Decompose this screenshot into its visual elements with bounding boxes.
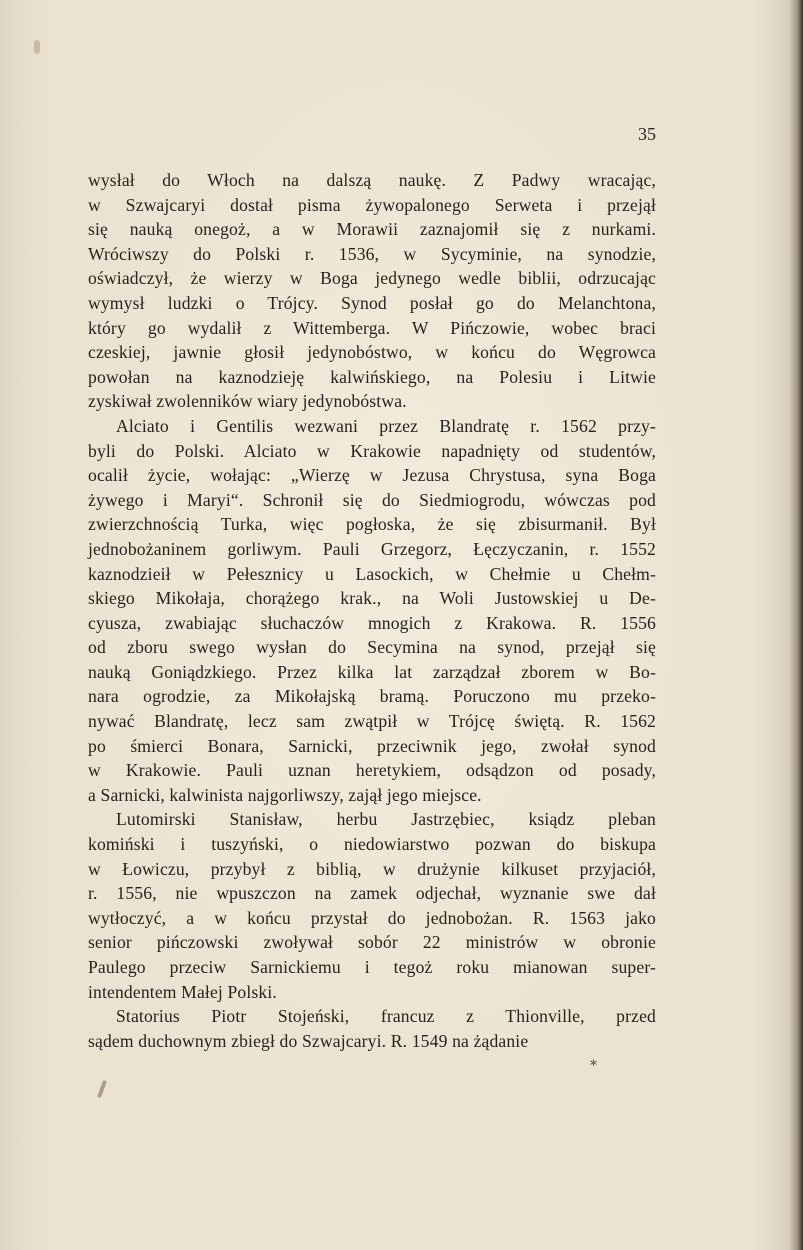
text-line: zyskiwał zwolenników wiary jedynobóstwa. [88,391,407,412]
page-edge-shadow [789,0,803,1250]
text-line: wymysł ludzki o Trójcy. Synod posłał go do Melanchtona, [88,292,656,313]
text-line: powołan na kaznodzieję kalwińskiego, na Polesiu i Litwie [88,366,656,387]
text-line: Paulego przeciw Sarnickiemu i tegoż roku mianowan super- [88,957,656,977]
paragraph [88,807,656,1004]
text-line: w Łowiczu, przybył z biblią, w drużynie kilkuset przyjaciół, [88,858,656,879]
text-line: zwierzchnością Turka, więc pogłoska, że się zbisurmanił. Był [88,514,656,535]
text-line: nara ogrodzie, za Mikołajską bramą. Poruczono mu przeko- [88,686,656,707]
paragraph [88,1004,656,1053]
text-line: a Sarnicki, kalwinista najgorliwszy, zajął jego miejsce. [88,784,482,805]
text-line: wytłoczyć, a w końcu przystał do jednobożan. R. 1563 jako [88,907,656,928]
text-line: r. 1556, nie wpuszczon na zamek odjechał, wyznanie swe dał [88,883,656,904]
text-line: intendentem Małej Polski. [88,981,277,1002]
text-line: żywego i Maryi“. Schronił się do Siedmiogrodu, wówczas pod [88,489,656,510]
footnote-mark: * [590,1058,597,1074]
paragraph [88,168,656,414]
text-line: skiego Mikołaja, chorążego krak., na Woli Justowskiej u De- [88,588,656,609]
text-line: ocalił życie, wołając: „Wierzę w Jezusa Chrystusa, syna Boga [88,465,656,486]
text-line: cyusza, zwabiając słuchaczów mnogich z Krakowa. R. 1556 [88,612,656,633]
text-line: oświadczył, że wierzy w Boga jedynego wedle biblii, odrzucając [88,268,656,289]
page-number: 35 [638,124,656,144]
text-line: w Krakowie. Pauli uznan heretykiem, odsądzon od posady, [88,760,656,781]
text-line: czeskiej, jawnie głosił jedynobóstwo, w końcu do Węgrowca [88,342,656,363]
page-smudge [34,40,40,54]
text-line: Lutomirski Stanisław, herbu Jastrzębiec, ksiądz pleban [116,809,656,830]
ink-mark [97,1080,107,1098]
text-line: Alciato i Gentilis wezwani przez Blandratę r. 1562 przy- [116,415,656,436]
text-line: się nauką onegoż, a w Morawii zaznajomił się z nurkami. [88,219,656,240]
text-line: po śmierci Bonara, Sarnicki, przeciwnik jego, zwołał synod [88,735,656,756]
text-line: nywać Blandratę, lecz sam zwątpił w Trójcę świętą. R. 1562 [88,711,656,732]
body-text [88,168,656,1053]
text-line: komiński i tuszyński, o niedowiarstwo pozwan do biskupa [88,834,656,855]
paragraph [88,414,656,808]
text-line: sądem duchownym zbiegł do Szwajcaryi. R. 1549 na żądanie [88,1030,529,1051]
text-line: byli do Polski. Alciato w Krakowie napadnięty od studentów, [88,440,656,461]
text-line: nauką Goniądzkiego. Przez kilka lat zarządzał zborem w Bo- [88,661,656,682]
text-line: Wróciwszy do Polski r. 1536, w Sycyminie, na synodzie, [88,243,656,264]
text-line: kaznodzieił w Pełesznicy u Lasockich, w Chełmie u Chełm- [88,563,656,584]
text-line: senior pińczowski zwoływał sobór 22 ministrów w obronie [88,932,656,953]
text-line: od zboru swego wysłan do Secymina na synod, przejął się [88,637,656,658]
text-line: wysłał do Włoch na dalszą naukę. Z Padwy wracając, [88,170,656,190]
text-line: Statorius Piotr Stojeński, francuz z Thionville, przed [116,1006,656,1027]
text-line: w Szwajcaryi dostał pisma żywopalonego Serweta i przejął [88,194,656,215]
text-line: jednobożaninem gorliwym. Pauli Grzegorz, Łęczyczanin, r. 1552 [88,538,656,559]
text-line: który go wydalił z Wittemberga. W Pińczowie, wobec braci [88,317,656,338]
